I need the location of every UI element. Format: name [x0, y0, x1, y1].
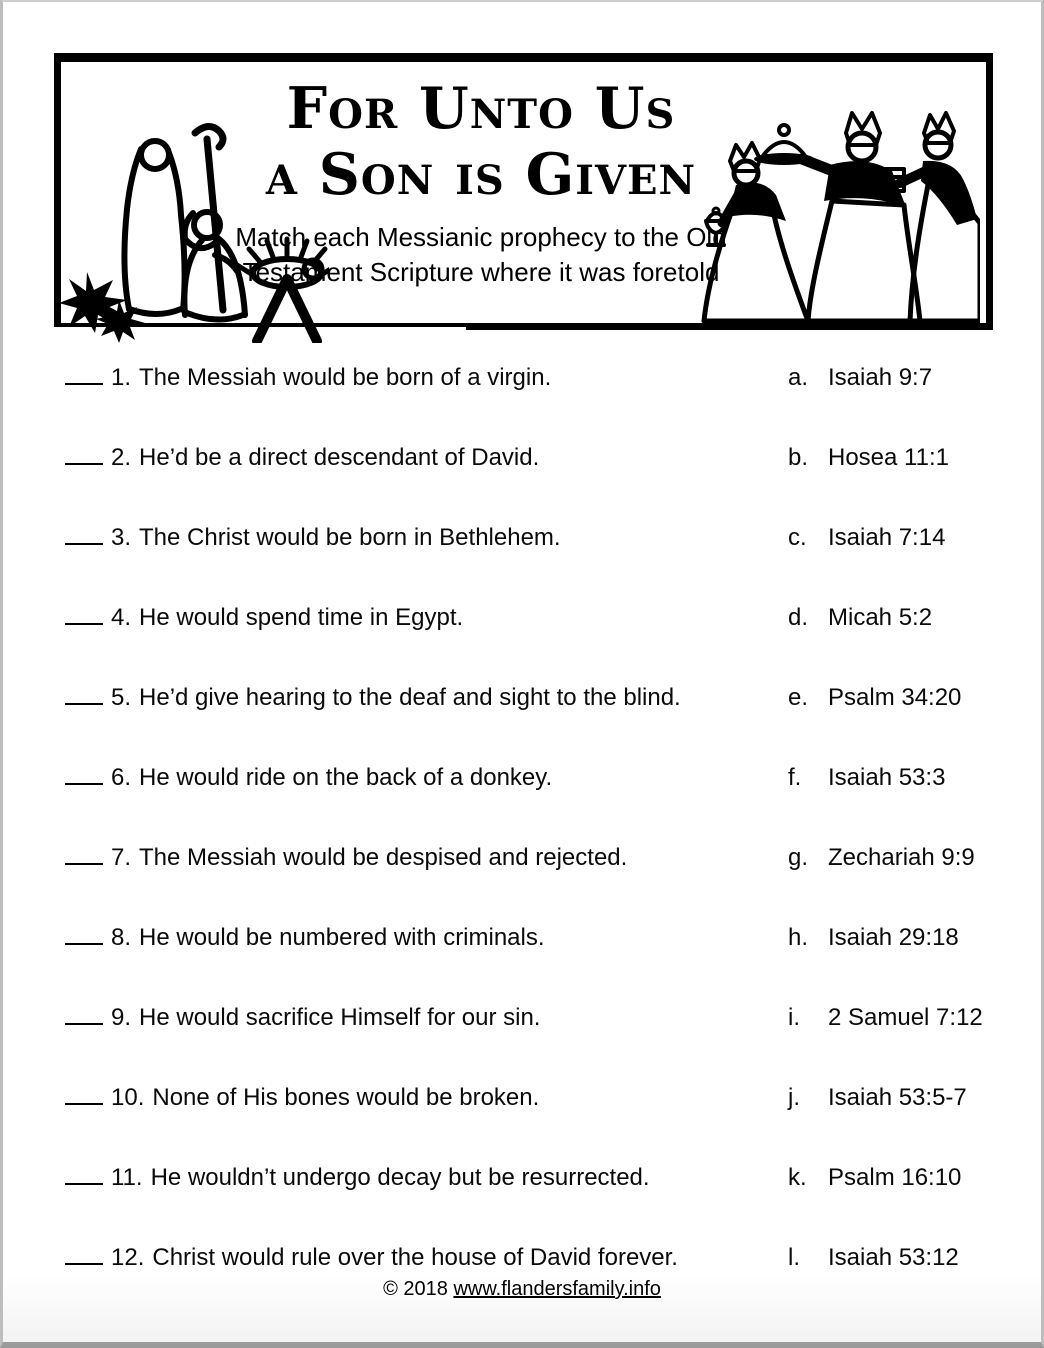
subtitle-line-1: Match each Messianic prophecy to the Old [235, 222, 727, 253]
subtitle-line-2: Testament Scripture where it was foretold [242, 257, 720, 288]
reference-text: Isaiah 29:18 [828, 924, 959, 951]
reference-text: Isaiah 53:12 [828, 1244, 959, 1271]
match-row [65, 418, 989, 498]
reference-text: Psalm 16:10 [828, 1164, 962, 1191]
prophecy-text: He would be numbered with criminals. [139, 924, 545, 951]
title-line-2: a Son is Given [265, 141, 697, 209]
answer-blank[interactable] [65, 1248, 103, 1265]
prophecy-number: 2. [111, 444, 132, 471]
reference-item [788, 444, 989, 472]
prophecy-item [65, 764, 788, 792]
match-row [65, 338, 989, 418]
match-row [65, 978, 989, 1058]
reference-letter: l. [788, 1244, 800, 1271]
prophecy-item [65, 364, 788, 392]
answer-blank[interactable] [65, 448, 103, 465]
prophecy-text: He’d give hearing to the deaf and sight to the blind. [139, 684, 681, 711]
prophecy-item [65, 1004, 788, 1032]
reference-item [788, 364, 989, 392]
prophecy-item [65, 1084, 788, 1112]
reference-letter: b. [788, 444, 809, 471]
prophecy-number: 5. [111, 684, 132, 711]
match-row [65, 578, 989, 658]
reference-letter: e. [788, 684, 809, 711]
prophecy-number: 1. [111, 364, 132, 391]
reference-text: Zechariah 9:9 [828, 844, 975, 871]
answer-blank[interactable] [65, 848, 103, 865]
reference-item [788, 1244, 989, 1272]
prophecy-number: 6. [111, 764, 132, 791]
reference-letter: k. [788, 1164, 807, 1191]
prophecy-item [65, 1164, 788, 1192]
match-row [65, 1058, 989, 1138]
reference-text: Isaiah 53:5-7 [828, 1084, 967, 1111]
footer-link[interactable]: www.flandersfamily.info [453, 1278, 661, 1300]
answer-blank[interactable] [65, 368, 103, 385]
prophecy-text: He wouldn’t undergo decay but be resurrected. [150, 1164, 650, 1191]
prophecy-item [65, 684, 788, 712]
prophecy-number: 11. [111, 1164, 143, 1191]
answer-blank[interactable] [65, 928, 103, 945]
prophecy-item [65, 444, 788, 472]
prophecy-number: 7. [111, 844, 132, 871]
prophecy-number: 4. [111, 604, 132, 631]
reference-item [788, 1084, 989, 1112]
prophecy-number: 8. [111, 924, 132, 951]
reference-letter: j. [788, 1084, 800, 1111]
reference-letter: f. [788, 764, 802, 791]
answer-blank[interactable] [65, 1088, 103, 1105]
prophecy-text: He would sacrifice Himself for our sin. [139, 1004, 541, 1031]
reference-text: Isaiah 9:7 [828, 364, 933, 391]
prophecy-number: 10. [111, 1084, 145, 1111]
answer-blank[interactable] [65, 1168, 103, 1185]
match-row [65, 818, 989, 898]
reference-item [788, 1164, 989, 1192]
reference-text: Hosea 11:1 [828, 444, 949, 471]
king-center-robe [808, 201, 920, 321]
reference-item [788, 924, 989, 952]
reference-letter: i. [788, 1004, 800, 1031]
reference-text: Isaiah 53:3 [828, 764, 946, 791]
match-row [65, 1138, 989, 1218]
reference-item [788, 524, 989, 552]
prophecy-text: He would spend time in Egypt. [139, 604, 464, 631]
reference-text: Isaiah 7:14 [828, 524, 946, 551]
prophecy-item [65, 604, 788, 632]
reference-letter: h. [788, 924, 809, 951]
prophecy-text: The Messiah would be born of a virgin. [139, 364, 552, 391]
footer [3, 1278, 1041, 1301]
match-row [65, 738, 989, 818]
prophecy-text: The Messiah would be despised and rejected. [139, 844, 628, 871]
answer-blank[interactable] [65, 768, 103, 785]
prophecy-text: He’d be a direct descendant of David. [139, 444, 540, 471]
copyright-text: © 2018 [383, 1278, 448, 1300]
reference-letter: c. [788, 524, 807, 551]
title-line-1: For Unto Us [286, 75, 676, 142]
answer-blank[interactable] [65, 1008, 103, 1025]
prophecy-number: 12. [111, 1244, 145, 1271]
reference-item [788, 1004, 989, 1032]
match-row [65, 498, 989, 578]
answer-blank[interactable] [65, 688, 103, 705]
joseph-head [141, 141, 169, 169]
reference-item [788, 604, 989, 632]
reference-letter: d. [788, 604, 809, 631]
reference-text: 2 Samuel 7:12 [828, 1004, 983, 1031]
reference-item [788, 684, 989, 712]
three-wise-men-illustration [680, 73, 980, 325]
prophecy-text: The Christ would be born in Bethlehem. [139, 524, 561, 551]
prophecy-text: None of His bones would be broken. [152, 1084, 540, 1111]
prophecy-number: 9. [111, 1004, 132, 1031]
prophecy-text: Christ would rule over the house of David forever. [152, 1244, 678, 1271]
answer-blank[interactable] [65, 608, 103, 625]
answer-blank[interactable] [65, 528, 103, 545]
reference-letter: a. [788, 364, 809, 391]
reference-item [788, 844, 989, 872]
match-row [65, 898, 989, 978]
header-box [54, 53, 993, 327]
reference-text: Psalm 34:20 [828, 684, 962, 711]
prophecy-item [65, 844, 788, 872]
prophecy-number: 3. [111, 524, 132, 551]
reference-letter: g. [788, 844, 809, 871]
reference-text: Micah 5:2 [828, 604, 933, 631]
prophecy-item [65, 924, 788, 952]
prophecy-item [65, 524, 788, 552]
prophecy-list [65, 338, 989, 1298]
prophecy-item [65, 1244, 788, 1272]
gift-dome-knob [779, 125, 789, 135]
prophecy-text: He would ride on the back of a donkey. [139, 764, 553, 791]
reference-item [788, 764, 989, 792]
match-row [65, 658, 989, 738]
